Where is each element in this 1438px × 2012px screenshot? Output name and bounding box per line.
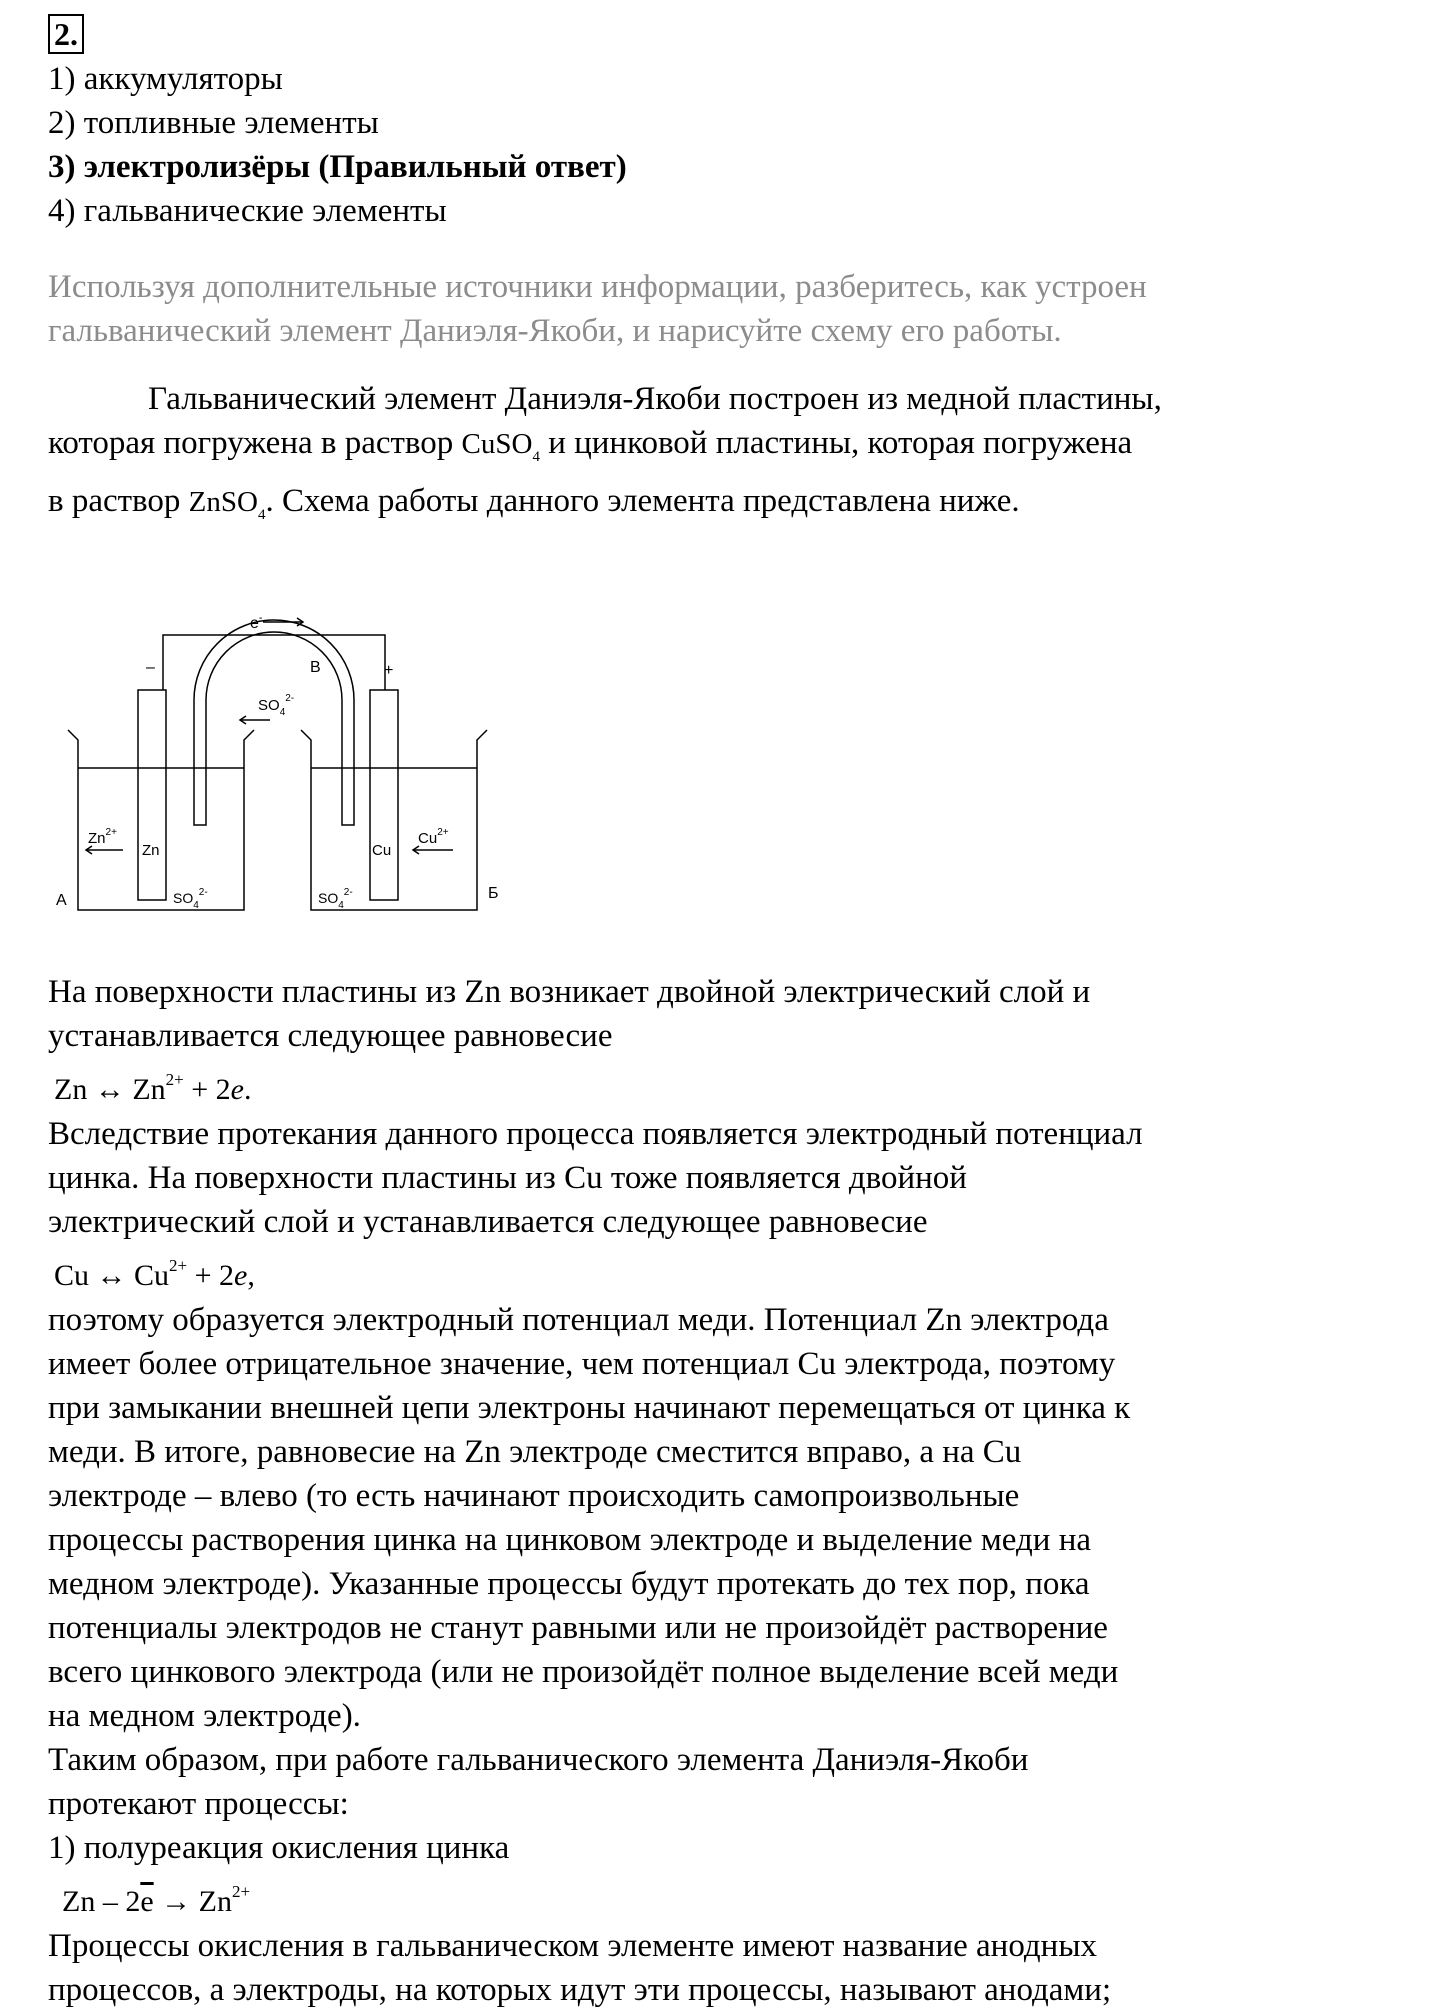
body-p5-line-1: Процессы окисления в гальваническом элементе имеют название анодных — [48, 1928, 1097, 1964]
intro-line-1: Гальванический элемент Даниэля-Якоби построен из медной пластины, — [148, 381, 1162, 417]
body-p4-line-1: Таким образом, при работе гальванического элемента Даниэля-Якоби — [48, 1742, 1029, 1778]
task-line-1: Используя дополнительные источники информации, разберитесь, как устроен — [48, 269, 1147, 305]
salt-bridge — [194, 620, 354, 825]
body-p1-line-1: На поверхности пластины из Zn возникает двойной электрический слой и — [48, 974, 1091, 1010]
question-number-line — [48, 10, 1348, 57]
body-p4-line-3: 1) полуреакция окисления цинка — [48, 1830, 510, 1866]
body-p2-line-2: цинка. На поверхности пластины из Cu тоже появляется двойной — [48, 1160, 967, 1196]
left-beaker — [68, 730, 254, 910]
beaker-b-label: Б — [488, 885, 499, 902]
body-p5-line-2: процессов, а электроды, на которых идут эти процессы, называют анодами; — [48, 1972, 1112, 2008]
daniell-cell-diagram — [48, 600, 508, 930]
body-p3-line-7: медном электроде). Указанные процессы будут протекать до тех пор, пока — [48, 1566, 1090, 1602]
copper-electrode — [370, 690, 398, 900]
document-page — [48, 10, 1348, 537]
right-beaker — [301, 730, 487, 910]
body-p3-line-3: при замыкании внешней цепи электроны начинают перемещаться от цинка к — [48, 1390, 1131, 1426]
body-p2-line-1: Вследствие протекания данного процесса появляется электродный потенциал — [48, 1116, 1143, 1152]
zn-equilibrium-equation: Zn ↔ $Zn^{2+} + 2e$. — [54, 1070, 252, 1106]
body-p1-line-2: устанавливается следующее равновесие — [48, 1018, 613, 1054]
bridge-label: В — [310, 659, 321, 676]
body-p3-line-2: имеет более отрицательное значение, чем потенциал Cu электрода, поэтому — [48, 1346, 1116, 1382]
option-1: 1) аккумуляторы — [48, 61, 283, 97]
minus-sign: – — [146, 659, 155, 676]
question-number: 2. — [48, 14, 84, 54]
body-p3-line-8: потенциалы электродов не станут равными или не произойдёт растворение — [48, 1610, 1108, 1646]
sulfate-right-label: $SO_4^{2-}$ — [318, 887, 353, 911]
body-p3-line-6: процессы растворения цинка на цинковом электроде и выделение меди на — [48, 1522, 1092, 1558]
body-p4-line-2: протекают процессы: — [48, 1786, 349, 1822]
bridge-ion-label: $SO_4^{2-}$ — [258, 693, 295, 718]
option-2: 2) топливные элементы — [48, 105, 379, 141]
option-4: 4) гальванические элементы — [48, 193, 447, 229]
zn-ion-label: $Zn^{2+}$ — [88, 827, 117, 847]
zn-oxidation-equation: $Zn - 2\overline{e} \to Zn^{2+}$ — [62, 1882, 251, 1918]
intro-line-3: в раствор ZnSO$_4$. Схема работы данного элемента представлена ниже. — [48, 483, 1020, 523]
beaker-a-label: А — [56, 892, 67, 909]
body-p2-line-3: электрический слой и устанавливается следующее равновесие — [48, 1204, 928, 1240]
explanation-body — [48, 970, 1348, 2012]
task-line-2: гальванический элемент Даниэля-Якоби, и нарисуйте схему его работы. — [48, 313, 1062, 349]
body-p3-line-4: меди. В итоге, равновесие на Zn электроде сместится вправо, а на Cu — [48, 1434, 1022, 1470]
option-3-correct: 3) электролизёры (Правильный ответ) — [48, 149, 627, 185]
body-p3-line-10: на медном электроде). — [48, 1698, 361, 1734]
body-p3-line-9: всего цинкового электрода (или не произойдёт полное выделение всей меди — [48, 1654, 1119, 1690]
body-p3-line-1: поэтому образуется электродный потенциал меди. Потенциал Zn электрода — [48, 1302, 1109, 1338]
plus-sign: + — [384, 662, 394, 679]
cu-electrode-label: Cu — [372, 842, 392, 859]
zn-electrode-label: Zn — [142, 842, 160, 859]
body-p3-line-5: электроде – влево (то есть начинают происходить самопроизвольные — [48, 1478, 1020, 1514]
cu-ion-label: $Cu^{2+}$ — [418, 827, 449, 847]
electron-label: e- — [250, 612, 263, 632]
sulfate-left-label: $SO_4^{2-}$ — [173, 887, 208, 911]
cu-equilibrium-equation: Cu ↔ $Cu^{2+} + 2e$, — [54, 1256, 255, 1292]
intro-line-2: которая погружена в раствор CuSO$_4$ и цинковой пластины, которая погружена — [48, 425, 1133, 465]
zinc-electrode — [138, 690, 166, 900]
